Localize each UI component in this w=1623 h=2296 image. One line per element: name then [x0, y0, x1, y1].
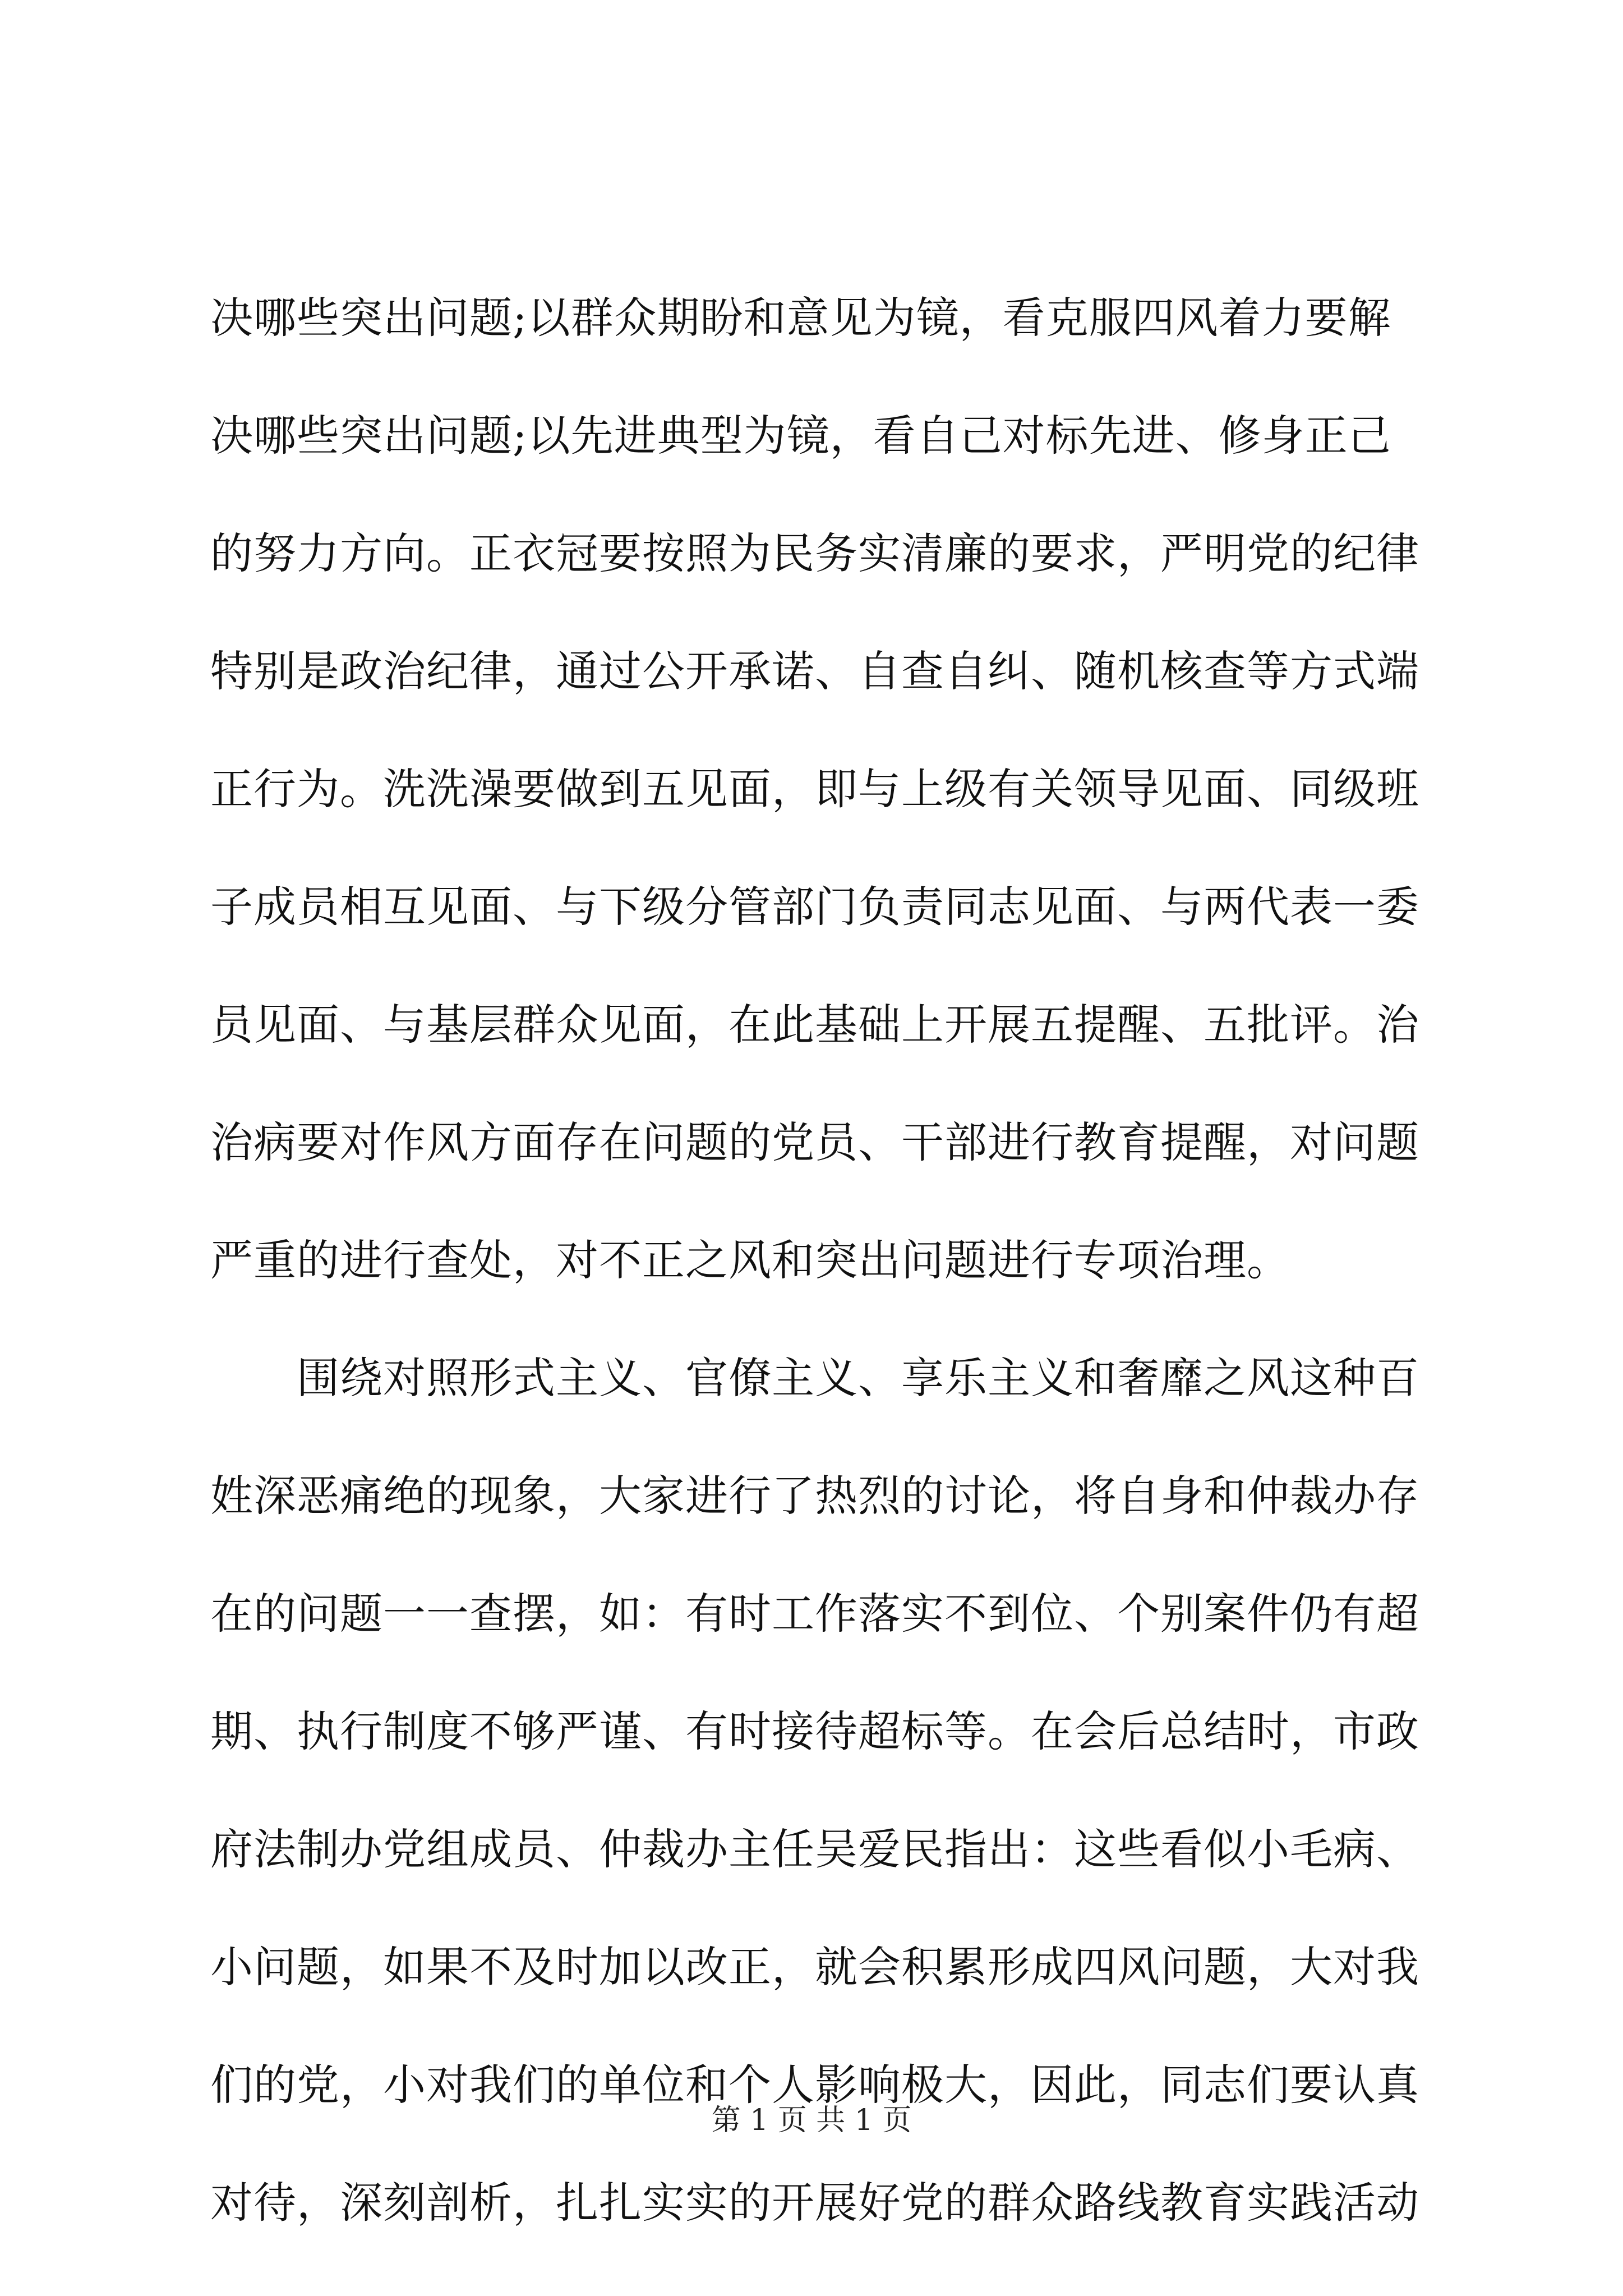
body-text: [210, 259, 1433, 2262]
page-footer: [0, 2101, 1623, 2140]
text-line: 的努力方向。正衣冠要按照为民务实清廉的要求，严明党的纪律: [210, 528, 1419, 578]
text-line: 正行为。洗洗澡要做到五见面，即与上级有关领导见面、同级班: [210, 764, 1419, 814]
text-line: 小问题，如果不及时加以改正，就会积累形成四风问题，大对我: [210, 1942, 1419, 1992]
text-line: 府法制办党组成员、仲裁办主任吴爱民指出：这些看似小毛病、: [210, 1824, 1419, 1874]
text-line: 对待，深刻剖析，扎扎实实的开展好党的群众路线教育实践活动: [210, 2178, 1419, 2228]
text-line: 员见面、与基层群众见面，在此基础上开展五提醒、五批评。治: [210, 1000, 1419, 1050]
text-line: 在的问题一一查摆，如：有时工作落实不到位、个别案件仍有超: [210, 1589, 1419, 1639]
text-line: 治病要对作风方面存在问题的党员、干部进行教育提醒，对问题: [210, 1117, 1419, 1167]
text-line: 严重的进行查处，对不正之风和突出问题进行专项治理。: [210, 1235, 1290, 1285]
text-line: 特别是政治纪律，通过公开承诺、自查自纠、随机核查等方式端: [210, 646, 1419, 696]
text-line: 决哪些突出问题;以群众期盼和意见为镜，看克服四风着力要解: [210, 293, 1391, 343]
text-line: 决哪些突出问题;以先进典型为镜，看自己对标先进、修身正己: [210, 411, 1391, 461]
page-number: 第 1 页 共 1 页: [711, 2104, 912, 2137]
text-line: 子成员相互见面、与下级分管部门负责同志见面、与两代表一委: [210, 882, 1419, 932]
text-line: 们的党，小对我们的单位和个人影响极大，因此，同志们要认真: [210, 2060, 1419, 2110]
paragraph-start-line: 围绕对照形式主义、官僚主义、享乐主义和奢靡之风这种百: [210, 1353, 1419, 1403]
text-line: 期、执行制度不够严谨、有时接待超标等。在会后总结时，市政: [210, 1706, 1419, 1756]
text-line: 姓深恶痛绝的现象，大家进行了热烈的讨论，将自身和仲裁办存: [210, 1471, 1419, 1521]
